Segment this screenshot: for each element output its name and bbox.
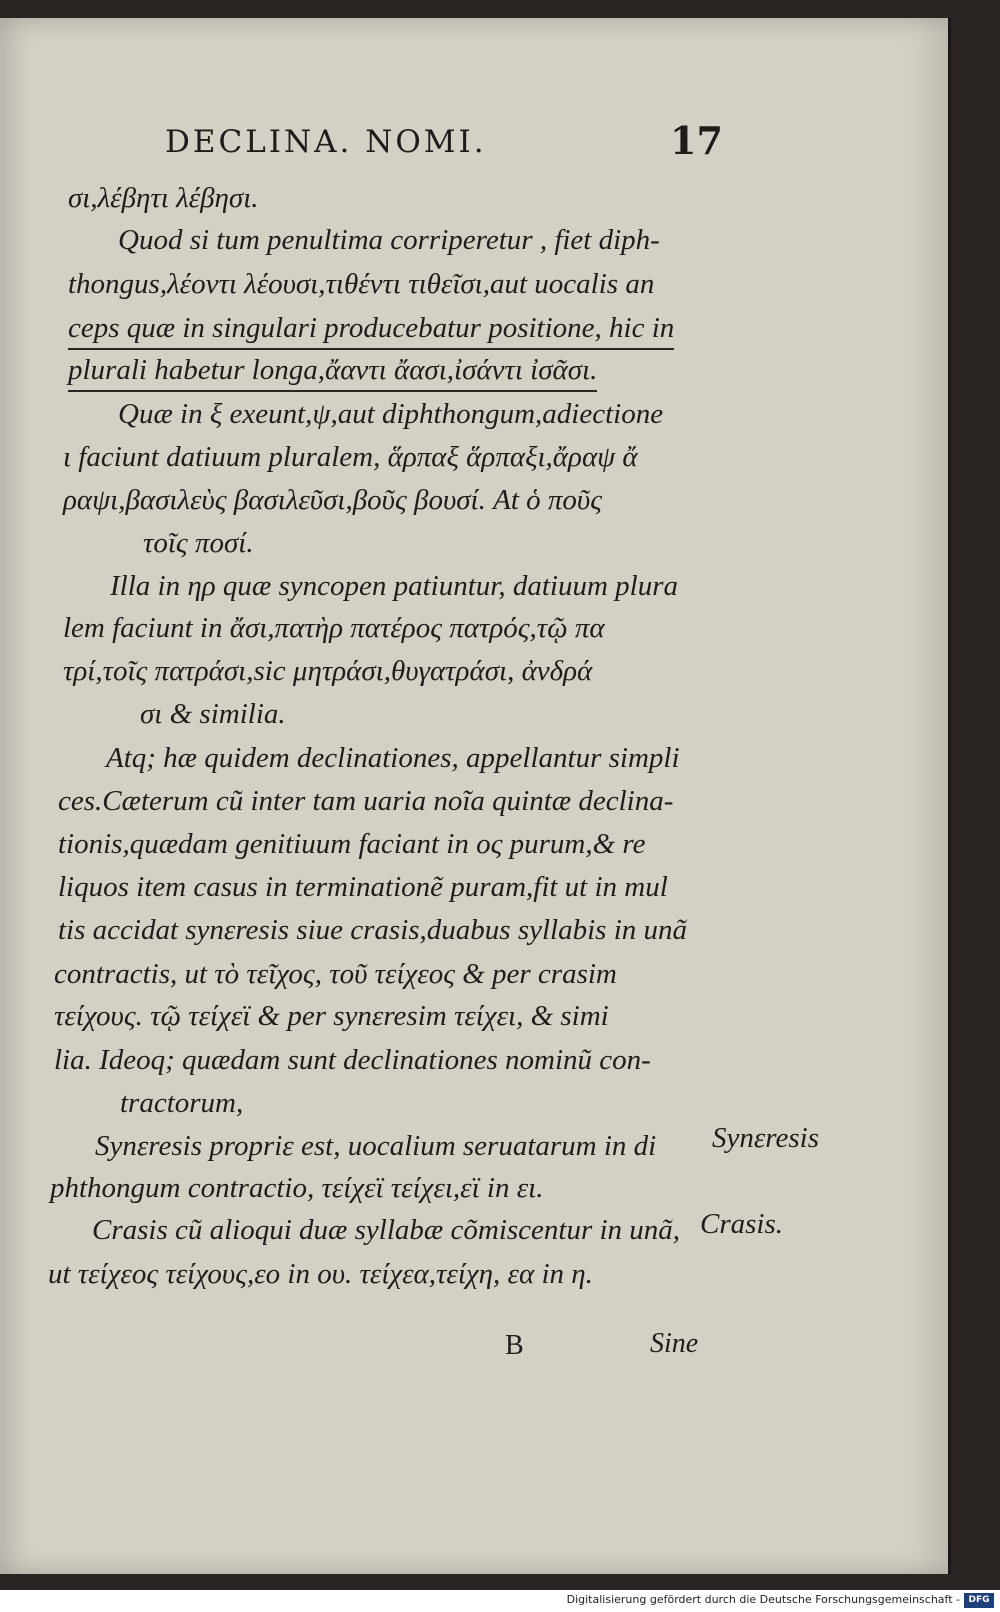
- signature-mark: B: [505, 1330, 524, 1361]
- text-line: tionis,quædam genitiuum faciant in ος purum,& re: [58, 828, 646, 860]
- text-line: Quæ in ξ exeunt,ψ,aut diphthongum,adiectione: [118, 398, 664, 430]
- dfg-logo: DFG: [964, 1593, 994, 1608]
- text-line: tractorum,: [120, 1087, 244, 1119]
- text-line: contractis, ut τὸ τεῖχος, τοῦ τείχεος & per crasim: [54, 958, 617, 990]
- catchword: Sine: [650, 1328, 699, 1359]
- text-line: ραψι,βασιλεὺς βασιλεῦσι,βοῦς βουσί. At ὁ ποῦς: [63, 484, 602, 516]
- running-head: DECLINA. NOMI.: [165, 124, 487, 160]
- text-line: ι faciunt datiuum pluralem, ἅρπαξ ἅρπαξι,ἄραψ ἄ: [63, 441, 638, 473]
- text-line: Crasis cũ alioqui duæ syllabæ cõmiscentur in unã,: [92, 1214, 681, 1246]
- text-line: Atq; hæ quidem declinationes, appellantur simpli: [106, 742, 680, 774]
- text-line: τείχους. τῷ τείχεϊ & per synεresim τείχει, & simi: [54, 1000, 609, 1032]
- text-line-underlined: ceps quæ in singulari producebatur positione, hic in: [68, 308, 674, 350]
- text-line-underlined: plurali habetur longa,ἄαντι ἄασι,ἰσάντι ἰσᾶσι.: [68, 350, 597, 392]
- margin-note-crasis: Crasis.: [700, 1208, 784, 1240]
- page-header: [165, 118, 725, 168]
- page-number: 17: [670, 118, 723, 163]
- text-line: lia. Ideoq; quædam sunt declinationes nominũ con-: [54, 1044, 651, 1076]
- footer-bar: [0, 1590, 1000, 1612]
- text-line: thongus,λέοντι λέουσι,τιθέντι τιθεῖσι,aut uocalis an: [68, 268, 655, 300]
- text-line: ces.Cæterum cũ inter tam uaria noĩa quintæ declina-: [58, 785, 674, 817]
- text-line: Synεresis propriε est, uocalium seruatarum in di: [95, 1130, 657, 1162]
- text-line: Illa in ηρ quæ syncopen patiuntur, datiuum plura: [110, 570, 679, 602]
- footer-credit: Digitalisierung gefördert durch die Deutsche Forschungsgemeinschaft -: [566, 1593, 960, 1606]
- text-line: τρί,τοῖς πατράσι,sic μητράσι,θυγατράσι, ἀνδρά: [63, 655, 593, 687]
- text-line: τοῖς ποσί.: [143, 527, 254, 559]
- text-line: phthongum contractio, τείχεϊ τείχει,εϊ in ει.: [50, 1172, 544, 1204]
- text-line: σι,λέβητι λέβησι.: [68, 182, 259, 214]
- book-page: [0, 18, 951, 1574]
- margin-note-synaeresis: Synεresis: [712, 1122, 820, 1154]
- text-line: liquos item casus in terminationẽ puram,fit ut in mul: [58, 871, 668, 903]
- text-line: tis accidat synεresis siue crasis,duabus syllabis in unã: [58, 914, 688, 946]
- text-line: Quod si tum penultima corriperetur , fiet diph-: [118, 224, 660, 256]
- text-line: σι & similia.: [140, 698, 286, 730]
- text-line: ut τείχεος τείχους,εο in ου. τείχεα,τείχη, εα in η.: [48, 1258, 593, 1290]
- text-line: lem faciunt in ἄσι,πατὴρ πατέρος πατρός,τῷ πα: [63, 612, 605, 644]
